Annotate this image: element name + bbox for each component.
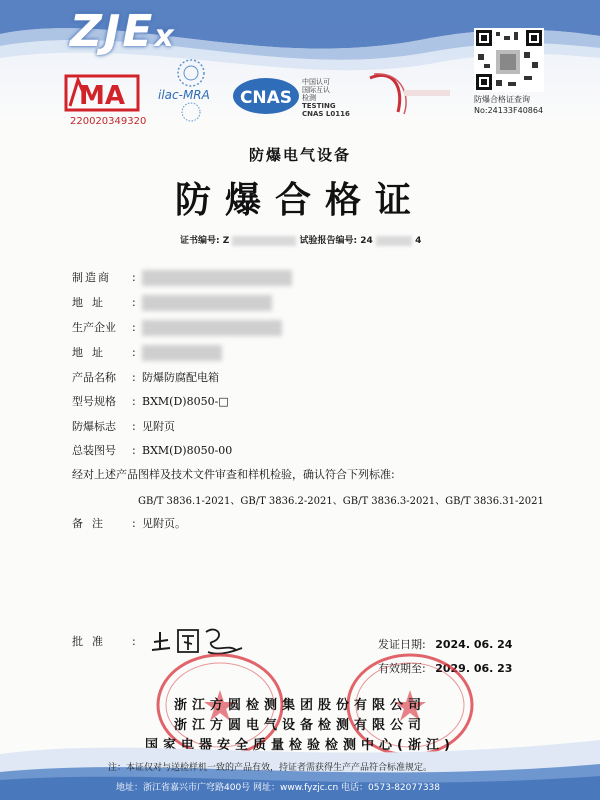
qr-caption: 防爆合格证查询 (474, 95, 530, 104)
expiry-date-value: 2029. 06. 23 (435, 662, 513, 675)
footer-note: 注：本证仅对与送检样机一致的产品有效，持证者需获得生产产品符合标准规定。 (108, 763, 433, 773)
expiry-date-row: 有效期至: 2029. 06. 23 (378, 662, 513, 675)
ex-arc-logo (364, 68, 454, 118)
certificate-page: ZJEx MA 220020349320 ilac-MRA CNAS 中国认可 国际互认 检测 TESTING CNAS L0116 防爆合格证查询 No:24133F40864 防爆电气设备 防爆合格证 证书编号: Z 试验报告编号: 24 4 制造商 : 地址 : 生产企业 : 地址 : 产品名称 : 防爆防腐配电箱 型号规格 : BXM(D)8050-□ 防爆标志 : 见附页 总装图号 : BXM(D)8050-00 经对上述产品图样及技术文件审查和样机检验，确认符合下列标准: GB/T 3836.1-2021、GB/T 3836.2-2021、GB/T 3836.3-2021、GB/T 3836.31-2021 备注 : 见附页。 批准 : 发证日期: 2024. 06. 24 有效期至: 2029. 06. 23 浙江方圆检测集团股份有限公司 浙江方圆电气设备检测有限公司 国家电器安全质量检验检测中心(浙江) 注：本证仅对与送检样机一致的产品有效，持证者需获得生产产品符合标准规定。 地址：浙江省嘉兴市广穹路400号 网址：www.fyzjc.cn 电话：0573-82077338 (0, 0, 600, 800)
certificate-numbers-line (180, 233, 421, 246)
model-value: BXM(D)8050-□ (142, 395, 229, 408)
ilac-globe-icon (166, 58, 216, 88)
issuer-1: 浙江方圆检测集团股份有限公司 (173, 698, 426, 713)
approval-label: 批准 (72, 635, 112, 648)
document-subtitle: 防爆电气设备 (248, 146, 351, 164)
ilac-mra-logo-text: ilac-MRA (158, 88, 210, 102)
redacted-address-2 (142, 345, 222, 361)
issue-date-label: 发证日期 (378, 638, 422, 651)
report-number-label: 试验报告编号: 24 (299, 236, 373, 246)
svg-text:MA: MA (79, 81, 125, 111)
drawing-label: 总装图号 (72, 444, 116, 457)
product-name-value: 防爆防腐配电箱 (142, 371, 219, 384)
manufacturer-label: 制造商 (72, 271, 111, 284)
cnas-logo (232, 74, 302, 120)
redacted-manufacturer (142, 270, 292, 286)
ex-mark-value: 见附页 (142, 420, 175, 433)
report-number-tail: 4 (415, 236, 422, 246)
cert-number-label: 证书编号: Z (180, 236, 230, 246)
cnas-side-text: 中国认可 国际互认 检测 TESTING CNAS L0116 (302, 78, 350, 118)
document-title: 防爆合格证 (174, 179, 425, 221)
redacted-cert-number (232, 236, 296, 246)
issuer-2: 浙江方圆电气设备检测有限公司 (173, 718, 426, 733)
conformity-statement: 经对上述产品图样及技术文件审查和样机检验，确认符合下列标准: (72, 468, 395, 481)
cma-number: 220020349320 (70, 116, 147, 127)
remarks-label: 备注 (72, 517, 112, 530)
footer-address: 地址：浙江省嘉兴市广穹路400号 网址：www.fyzjc.cn 电话：0573-82077338 (116, 783, 441, 793)
standards-list: GB/T 3836.1-2021、GB/T 3836.2-2021、GB/T 3836.3-2021、GB/T 3836.31-2021 (138, 496, 544, 507)
address2-label: 地址 (72, 346, 112, 359)
issue-date-row: 发证日期: 2024. 06. 24 (378, 638, 513, 651)
issue-date-value: 2024. 06. 24 (435, 638, 513, 651)
qr-code[interactable] (474, 28, 544, 92)
redacted-address (142, 295, 272, 311)
expiry-date-label: 有效期至 (378, 662, 422, 675)
address-label: 地址 (72, 296, 112, 309)
redacted-producer (142, 320, 282, 336)
brand-logo-zjex: ZJEx (70, 6, 176, 57)
issuer-3: 国家电器安全质量检验检测中心(浙江) (145, 738, 455, 753)
redacted-report-number (376, 236, 412, 246)
remarks-value: 见附页。 (142, 517, 186, 530)
ex-mark-label: 防爆标志 (72, 420, 116, 433)
producer-label: 生产企业 (72, 321, 116, 334)
cma-logo (64, 66, 144, 116)
ilac-ring-icon (166, 102, 216, 126)
qr-number: No:24133F40864 (474, 106, 544, 115)
model-label: 型号规格 (72, 395, 116, 408)
drawing-value: BXM(D)8050-00 (142, 444, 233, 457)
svg-text:CNAS: CNAS (239, 88, 293, 108)
product-name-label: 产品名称 (72, 371, 116, 384)
